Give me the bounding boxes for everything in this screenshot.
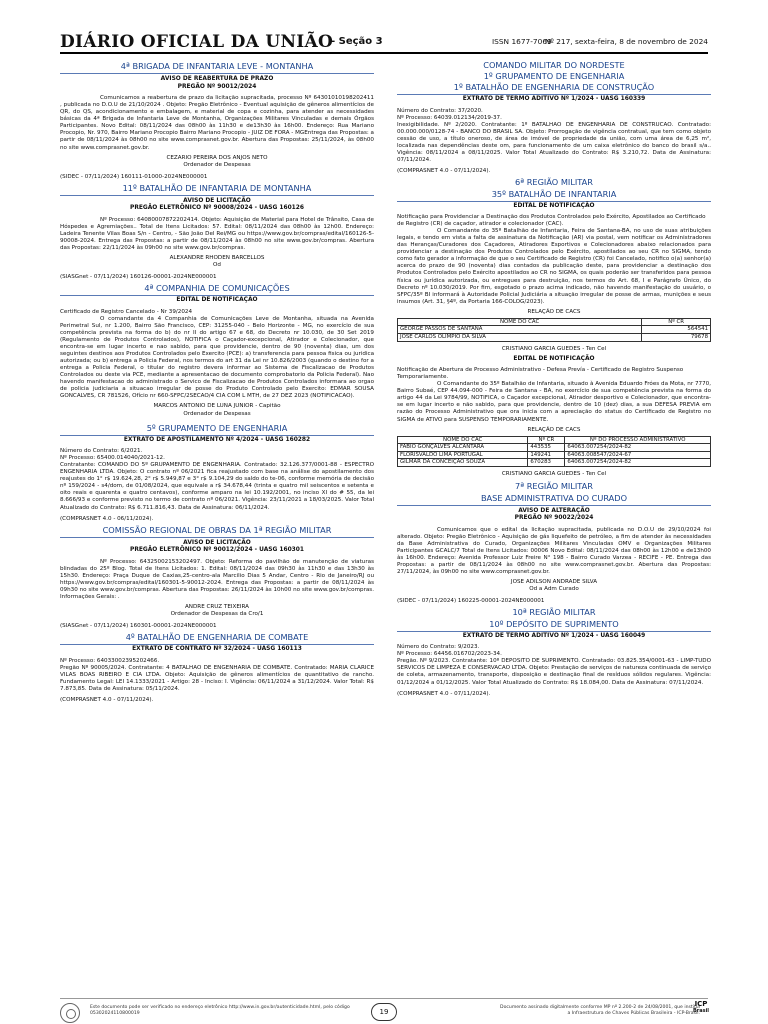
cac-cr: 670283 [528, 459, 565, 467]
signatory-role: Ordenador de Despesas [183, 410, 251, 417]
org-heading: 4ª COMPANHIA DE COMUNICAÇÕES [60, 283, 374, 296]
notice-intro: Notificação de Abertura de Processo Administrativo - Defesa Prevía - Certificado de Registro Suspenso Temporariamente. [397, 367, 684, 381]
notice-body: O comandante da 4 Companhia de Comunicações Leve de Montanha, situada na Avenida Perimetral Sul, nr 1.200, Bairro São Francisco, CEP: 31255-040 - Belo Horizonte - MG, no exercício de sua competência prevista na forma do b) do nr II do artigo 67 e 68, do Decreto nr 10.030, de 30 Set 2019 (Regulamento de Produtos Controlados), NOTIFICA o Caçador-excepcional, Atirador e Colecionador, que encontra-se em lugar incerto e nao sabido, para que providencie, dentro de 90 (noventa) dias, um dos seguintes destinos aos Produtos Controlados pelo Exercito (PCE): a) transferencia para pessoa fisica ou juridica autorizada; ou b) entrega a Policia Federal, nos termos do art 31 da Lei nr 10.826/2003 (quando o destino for a entrega a Policia Federal, o titular do registro devera informar ao Sistema de Fiscalizacao de Produtos Controlados ou deste via PCE, mediante a apresentacao de documento comprobatorio da Policia Federal). Nao havendo manifestacao do administrado o Servico de Fiscalizacao de Produtos Controlados informara ao orgao de policia judiciaria a situacao irregular de posse do Produto Controlado pelo Exercito: EDMAR SOUSA GONCALVES, CR 781526, Ofício nr 660-SFPC/2SECAO/4 CIA COM L MTH, de 27 DEZ 2023 (NOTIFICACAO). [60, 315, 374, 400]
org-heading-unit: BASE ADMINISTRATIVA DO CURADO [397, 493, 711, 506]
notice-1-bec [397, 60, 711, 175]
notice-comissao-regional [60, 525, 374, 631]
signatory-role: Ordenador de Despesas [183, 161, 251, 168]
masthead [60, 32, 708, 54]
table-row [398, 444, 711, 452]
notice-body: Comunicamos que o edital da licitação supracitada, publicada no D.O.U de 29/10/2024 foi alterado. Objeto: Pregão Eletrônico - Aquisição de gás liquefeito de petróleo, a fim de atender às necessidades da Base Administrativa do Curado, Organizações Militares Vinculadas OMV e Organizações Militares Participantes GCALC/7 Total de Itens Licitados: 00006 Novo Edital: 08/11/2024 das 08h00 às 12h00 e de13h00 às 16h00. Endereço: Avenida Professor Luiz Freire N° 198 - Bairro Curado Varzea - RECIFE - PE. Entrega das Propostas: a partir de 08/11/2024 às 08h00 no site www.comprasnet.gov.br. Abertura das Propostas: 27/11/2024, às 09h00 no site www.comprasnet.gov.br. [397, 526, 711, 575]
act-subtitle: PREGÃO Nº 90012/2024 [177, 83, 257, 90]
signature-note: Documento assinado digitalmente conforme MP nº 2.200-2 de 24/08/2001, que institui a Infraestrutura de Chaves Públicas Brasileira - ICP-Brasil. [500, 1005, 700, 1016]
table-row [398, 459, 711, 467]
signatory-name: CRISTIANO GARCIA GUEDES - Ten Cel [501, 470, 607, 477]
act-title: AVISO DE LICITAÇÃO [183, 539, 251, 546]
act-title: EXTRATO DE TERMO ADITIVO Nº 1/2024 - UASG 160049 [462, 632, 646, 639]
act-title: EDITAL DE NOTIFICAÇÃO [513, 355, 595, 362]
reference-code: (COMPRASNET 4.0 - 07/11/2024). [60, 697, 154, 704]
contract-number: Número do Contrato: 6/2021. [60, 448, 143, 455]
notice-11-batalhao [60, 183, 374, 282]
contract-number: Número do Contrato: 37/2020. [397, 107, 483, 114]
newspaper-title: DIÁRIO OFICIAL DA UNIÃO [60, 32, 334, 52]
org-heading: 11º BATALHÃO DE INFANTARIA DE MONTANHA [60, 183, 374, 196]
org-heading-region: 7ª REGIÃO MILITAR [515, 481, 593, 492]
table-header-row [398, 318, 711, 326]
reference-code: (SIDEC - 07/11/2024) 160225-00001-2024NE000001 [397, 598, 545, 605]
act-title: EXTRATO DE TERMO ADITIVO Nº 1/2024 - UASG 160339 [462, 96, 646, 102]
notice-10-rm [397, 607, 711, 697]
signatory-name: CEZARIO PEREIRA DOS ANJOS NETO [166, 154, 268, 161]
notice-body: O Comandante do 35º Batalhão de Infantaria, Feira de Santana-BA, no uso de suas atribuições legais, e tendo em vista a falta de assinatura da Notificação (AR) via postal, vem notificar os Administradores das Heranças/Curadores dos Caçadores, Atiradores Esportivos e Colecionadores abaixo relacionados para providenciar a destinação dos Produtos Controlados pelo Exército, apostilados ao seu CR no SIGMA, tendo como fato gerador a informação de que o seu Certificado de Registro (CR) foi Cancelado, notifico o(a) senhor(a) acerca do prazo de 90 (noventa) dias contados da publicação deste, para providenciar a destinação dos Produtos Controlados pelo Exército apostilados ao CR no SIGMA, os quais poderão ser transferidos para pessoa física ou jurídica autorizada, ou entregues para destruição, nos termos do Art. 68, I e Parágrafo Único, do Decreto nº 10.030/2019. Por fim, esgotado o prazo acima indicado, não havendo manifestação do usuário, o SFPC/35º BI informará à Autoridade Policial Judiciária a situação irregular de posse de armas, munições e seus insumos (Art. 31, §4º, da Portaria 166-COLOG/2023). [397, 228, 711, 305]
notice-4-companhia [60, 283, 374, 417]
signatory-name: ANDRE CRUZ TEIXEIRA [184, 604, 250, 611]
reference-code: (COMPRASNET 4.0 - 06/11/2024). [60, 515, 154, 522]
act-title: AVISO DE ALTERAÇÃO [518, 507, 590, 514]
process-number: Nº Processo: 64456.016702/2023-34. [397, 651, 502, 658]
notice-body: O Comandante do 35º Batalhão de Infantaria, situado à Avenida Eduardo Fróes da Mota, nr 7770, Bairro Subaé, CEP 44.094-000 - Feira de Santana - BA, no exercício de sua competência prevista na forma do artigo 44 da Lei 9784/99, NOTIFICA, o Caçador excepcional, Atirador desportivo e Colecionador, que encontra-se em lugar incerto e não sabido, para que providencie, dentro de 10 (dez) dias, a sua DEFESA PREVIA em razão do Processo Administrativo que ora inicia com a apreciação do status do Certificado de Registro no SIGMA de ATIVO para SUSPENSO TEMPORARIAMENTE. [397, 381, 711, 423]
signatory-role: Od [213, 262, 221, 269]
reference-code: (COMPRASNET 4.0 - 07/11/2024). [397, 167, 491, 174]
org-heading: 4ª BRIGADA DE INFANTARIA LEVE - MONTANHA [60, 61, 374, 74]
org-heading-region: 6ª REGIÃO MILITAR [515, 177, 593, 188]
org-heading-unit: 10º DEPÓSITO DE SUPRIMENTO [397, 619, 711, 632]
process-id: 64063.008547/2024-67 [565, 451, 711, 459]
cac-name: FLORISVALDO LIMA PORTUGAL [398, 451, 528, 459]
notice-intro: Certificado de Registro Cancelado - Nr 39/2024 [60, 308, 193, 315]
signatory-name: CRISTIANO GARCIA GUEDES - Ten Cel [501, 345, 607, 352]
notice-body: Pregão. Nº 9/2023. Contratante: 10º DEPOSITO DE SUPRIMENTO. Contratado: 03.825.354/0001-63 - LIMP-TUDO SERVICOS DE LIMPEZA E CONSERVACAO LTDA. Objeto: Prestação de serviços de natureza continuada de serviço de coleta, armazenamento, transporte, disposição e destinação final de resíduos sólidos regulares. Vigência: 01/12/2024 a 01/12/2025. Valor Total Atualizado do Contrato: R$ 18.084,00. Data de Assinatura: 07/11/2024. [397, 658, 712, 686]
table-header-row [398, 436, 711, 444]
cac-cr: 564541 [642, 326, 711, 334]
process-number: Nº Processo: 65400.014040/2021-12. [60, 455, 165, 462]
table-row [398, 451, 711, 459]
header-cell: NOME DO CAC [398, 318, 642, 326]
header-cell: Nº CR [528, 436, 565, 444]
signatory-name: JOSE ADILSON ANDRADE SILVA [510, 579, 598, 586]
org-heading: 4º BATALHÃO DE ENGENHARIA DE COMBATE [60, 632, 374, 645]
process-id: 64063.007254/2024-82 [565, 444, 711, 452]
cac-cr: 79678 [642, 333, 711, 341]
header-cell: NOME DO CAC [398, 436, 528, 444]
notice-intro: Notificação para Providenciar a Destinação dos Produtos Controlados pelo Exército, Apostilados ao Certificado de Registro (CR) de caçador, atirador e colecionador (CAC). [397, 214, 706, 228]
page-footer [60, 998, 708, 1024]
cac-name: GEORGE PASSOS DE SANTANA [398, 326, 642, 334]
signatory-role: Ordenador de Despesas da Cro/1 [170, 611, 264, 618]
right-column [397, 60, 711, 700]
page-number: 19 [371, 1003, 397, 1021]
table-caption: RELAÇÃO DE CACS [527, 426, 581, 433]
process-number: Nº Processo: 64033002395202466. [60, 657, 160, 664]
notice-5-grupamento [60, 423, 374, 523]
act-subtitle: PREGÃO Nº 90022/2024 [514, 515, 594, 522]
header-cell: Nº CR [642, 318, 711, 326]
cac-cr: 149241 [528, 451, 565, 459]
notice-body: Nº Processo: 64325002153202497. Objeto: Reforma do pavilhão de manutenção de viaturas blindadas do 25º Blog. Total de Itens Licitados: 1. Edital: 08/11/2024 das 09h30 às 11h30 e das 13h30 às 15h30. Endereço: Praça Duque de Caxias,25-centro-ala Marcilio Dias 5 Andar, Centro - Rio de Janeiro/RJ ou https://www.gov.br/compras/edital/160301-5-90012-2024. Entrega das Propostas: a partir de 08/11/2024 às 09h30 no site www.gov.br/compras. Abertura das Propostas: 26/11/2024 às 10h00 no site www.gov.br/compras. Informações Gerais: . [60, 558, 374, 601]
act-title: EXTRATO DE CONTRATO Nº 32/2024 - UASG 160113 [132, 646, 302, 653]
left-column [60, 60, 374, 706]
notice-7-rm [397, 481, 711, 605]
reference-code: (COMPRASNET 4.0 - 07/11/2024). [397, 690, 491, 697]
notice-body: Inexigibilidade. Nº 2/2020. Contratante: 1º BATALHAO DE ENGENHARIA DE CONSTRUCAO. Contratado: 00.000.000/0128-74 - BANCO DO BRASIL SA. Objeto: Prorrogação de vigência contratual, que tem como objeto cessão de uso, a título oneroso, de área de imóvel de propriedade da união, com uma área de 6,25 m², localizada nas dependências deste om, para funcionamento de um caixa eletrônico do banco do brasil s/a.. Vigência: 08/11/2024 a 08/11/2025. Valor Total Atualizado do Contrato: R$ 3.210,72. Data de Assinatura: 07/11/2024. [397, 121, 711, 163]
notice-body: Pregão Nº 90005/2024. Contratante: 4 BATALHAO DE ENGENHARIA DE COMBATE. Contratado: MARIA CLARICE VILAS BOAS RIBEIRO E CIA LTDA. Objeto: Aquisição de gêneros alimentícios de quantitativo de rancho. Fundamento Legal: LEI 14.1333/2021 - Artigo: 28 - Inciso: I. Vigência: 06/11/2024 a 31/12/2024. Valor Total: R$ 7.873,85. Data de Assinatura: 05/11/2024. [60, 664, 374, 693]
cac-name: JOSE CARLOS OLIMPIO DA SILVA [398, 333, 642, 341]
table-row [398, 326, 711, 334]
reference-code: (SIASGnet - 07/11/2024) 160126-00001-2024NE000001 [60, 274, 217, 281]
notice-body: Comunicamos a reabertura de prazo da licitação supracitada, processo Nº 64301010198202411 , publicada no D.O.U de 21/10/2024 . Objeto: Pregão Eletrônico - Eventual aquisição de gêneros alimentícios de QR, do QS, acondicionamento e embalagem, e material de copa e cozinha, para atender as necessidades básicas da 4ª Brigada de Infantaria Leve de Montanha, Organizações Militares Vinculadas e demais Órgãos Participantes. Novo Edital: 08/11/2024 das 08h00 às 11h30 e de13h30 às 16h00. Endereço: Rua Mariano Procopio, Nr. 970, Bairro Mariano Procopio Bairro Mariano Procopio - JUIZ DE FORA - MGEntrega das Propostas: a partir de 08/11/2024 às 08h00 no site www.comprasnet.gov.br. Abertura das Propostas: 25/11/2024, às 08h00 no site www.comprasnet.gov.br. [60, 95, 374, 151]
act-title: AVISO DE LICITAÇÃO [183, 197, 251, 204]
table-caption: RELAÇÃO DE CACS [527, 308, 581, 315]
notice-35-bi-cancel [397, 177, 711, 353]
icp-logo-subtext: Brasil [692, 1008, 710, 1014]
act-subtitle: PREGÃO ELETRÔNICO Nº 90008/2024 - UASG 160126 [130, 205, 304, 212]
org-heading-command: COMANDO MILITAR DO NORDESTE [483, 60, 625, 70]
icp-logo-text: ICP [694, 1000, 708, 1008]
section-label: - Seção 3 [331, 36, 383, 47]
org-heading-unit: 1º BATALHÃO DE ENGENHARIA DE CONSTRUÇÃO [397, 82, 711, 95]
icp-brasil-logo [690, 1001, 712, 1015]
process-id: 64063.007254/2024-82 [565, 459, 711, 467]
signatory-name: MARCOS ANTONIO DE LUNA JUNIOR - Capitão [153, 403, 281, 410]
cac-name: FABIO GONÇALVES ALCANTARA [398, 444, 528, 452]
act-title: AVISO DE REABERTURA DE PRAZO [160, 76, 274, 82]
act-title: EDITAL DE NOTIFICAÇÃO [176, 297, 258, 304]
cac-table [397, 318, 711, 342]
cac-cr: 443535 [528, 444, 565, 452]
act-title: EDITAL DE NOTIFICAÇÃO [513, 202, 595, 209]
process-number: Nº Processo: 64039.012134/2019-37. [397, 114, 502, 121]
org-heading: COMISSÃO REGIONAL DE OBRAS DA 1ª REGIÃO MILITAR [60, 525, 374, 538]
act-title: EXTRATO DE APOSTILAMENTO Nº 4/2024 - UASG 160282 [123, 436, 311, 443]
org-heading-region: 10ª REGIÃO MILITAR [512, 607, 596, 618]
notice-35-bi-defesa [397, 356, 711, 478]
org-heading-group: 1º GRUPAMENTO DE ENGENHARIA [483, 70, 625, 81]
signatory-role: Od a Adm Curado [529, 586, 579, 593]
table-row [398, 333, 711, 341]
reference-code: (SIDEC - 07/11/2024) 160111-01000-2024NE000001 [60, 173, 208, 180]
coat-of-arms-icon [60, 1003, 80, 1023]
reference-code: (SIASGnet - 07/11/2024) 160301-00001-2024NE000001 [60, 623, 217, 630]
org-heading-unit: 35º BATALHÃO DE INFANTARIA [397, 189, 711, 202]
contract-number: Número do Contrato: 9/2023. [397, 644, 480, 651]
notice-body: Nº Processo: 64080007872202414. Objeto: Aquisição de Material para Hotel de Trânsito, Casa de Hóspedes e Agremiações.. Total de Itens Licitados: 57. Edital: 08/11/2024 das 08h00 às 12h00. Endereço: Ladeira Tenente Vilas Boas S/n - Centro, - São João Del Rei/MG ou https://www.gov.br/compras/edital/160126-5-90008-2024. Entrega das Propostas: a partir de 08/11/2024 às 08h00 no site www.gov.br/compras. Abertura das Propostas: 22/11/2024 às 09h00 no site www.gov.br/compras. [60, 216, 374, 252]
act-subtitle: PREGÃO ELETRÔNICO Nº 90012/2024 - UASG 160301 [130, 547, 304, 554]
cac-process-table [397, 436, 711, 467]
verification-note: Este documento pode ser verificado no endereço eletrônico http://www.in.gov.br/autenticidade.html, pelo código 05302024110800019 [90, 1005, 350, 1016]
edition-date: Nº 217, sexta-feira, 8 de novembro de 2024 [544, 37, 708, 46]
org-heading: 5º GRUPAMENTO DE ENGENHARIA [60, 423, 374, 436]
issn: ISSN 1677-7069 [492, 37, 552, 46]
notice-4-brigada [60, 61, 374, 181]
cac-name: GILMAR DA CONCEIÇÃO SOUZA [398, 459, 528, 467]
notice-4-batalhao-engenharia [60, 632, 374, 704]
signatory-name: ALEXANDRE RHODEN BARCELLOS [169, 255, 265, 262]
header-cell: Nº DO PROCESSO ADMINISTRATIVO [565, 436, 711, 444]
notice-body: Contratante: COMANDO DO 5º GRUPAMENTO DE ENGENHARIA. Contratado: 32.126.377/0001-88 - ESPECTRO ENGENHARIA LTDA. Objeto: O contrato nº 06/2021 fica reajustado com base na análise do apostilamento dos reajustes do 1° r$ 19.624,28, 2° r$ 5.949,87 e 3° r$ 9.104,29 do saldo do te-06, conforme memória de decisão nº 159/2024 - s4/dom, de 01/08/2024, que equivale a r$ 34.678,44 (trinta e quatro mil seiscentos e setenta e oito reais e quarenta e quatro centavos), conforme amparo na lei 10.192/2001, no inciso XI do # 55, da lei 8.666/93 e conforme previsto no termo de contrato nº 06/2021. Vigência: 23/11/2021 a 18/03/2025. Valor Total Atualizado do Contrato: R$ 6.711.816,43. Data de Assinatura: 06/11/2024. [60, 462, 374, 511]
